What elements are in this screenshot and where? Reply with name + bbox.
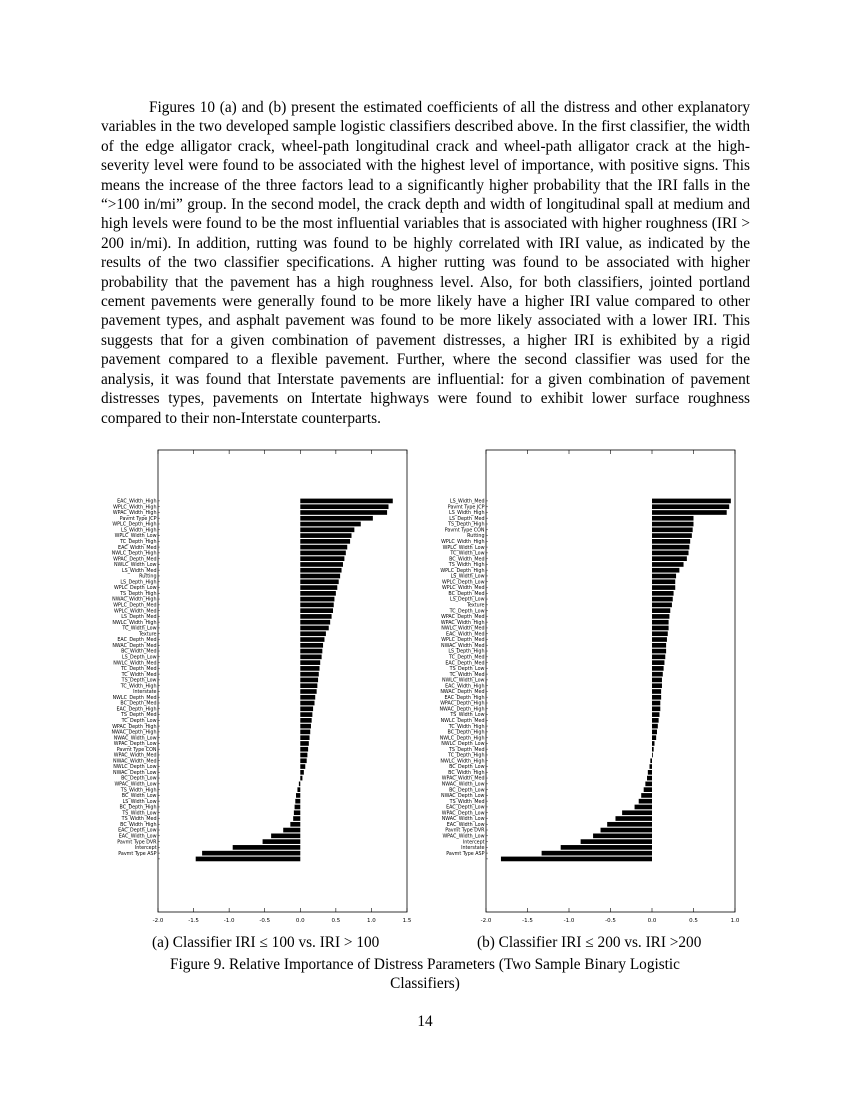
y-tick-label: WPLC_Width_Low: [442, 545, 485, 551]
y-tick-label: TC_Width_High: [120, 684, 157, 690]
y-tick-label: Pavmt Type JCP: [119, 516, 157, 522]
y-tick-label: Pavmt Type JCP: [447, 505, 485, 511]
bar: [652, 637, 667, 642]
y-tick-label: BC_Depth_Med: [448, 591, 485, 597]
y-tick-label: LS_Width_Med: [121, 568, 157, 574]
y-tick-label: EAC_Depth_High: [116, 707, 157, 713]
y-tick-label: BC_Depth_High: [447, 730, 485, 736]
bar: [652, 695, 661, 700]
y-tick-label: TC_Depth_Med: [120, 667, 157, 673]
bar: [652, 649, 666, 654]
bar: [652, 499, 731, 504]
y-tick-label: EAC_Width_High: [445, 684, 485, 690]
y-tick-label: EAC_Width_Med: [118, 545, 157, 551]
y-tick-label: NWLC_Depth_Low: [441, 742, 485, 748]
bar: [652, 551, 689, 556]
y-tick-label: TC_Depth_Low: [121, 719, 157, 725]
y-tick-label: TS_Depth_High: [120, 591, 157, 597]
x-tick-label: -1.5: [522, 918, 533, 924]
y-tick-label: BC_Width_High: [448, 770, 485, 776]
x-tick-label: -1.5: [188, 918, 199, 924]
y-tick-label: WPLC_Depth_Med: [441, 638, 485, 644]
y-tick-label: Intercept: [462, 840, 485, 846]
y-tick-label: WPAC_Width_Med: [113, 753, 157, 759]
bar: [652, 608, 670, 613]
bar: [196, 857, 301, 862]
bar: [300, 585, 337, 590]
y-tick-label: LS_Width_Med: [449, 499, 485, 505]
bar: [652, 556, 687, 561]
y-tick-label: WPLC_Depth_High: [112, 522, 157, 528]
y-tick-label: BC_Width_High: [120, 822, 157, 828]
bar: [652, 614, 669, 619]
bar: [601, 828, 652, 833]
y-tick-label: WPLC_Width_High: [113, 505, 157, 511]
bar: [652, 741, 654, 746]
bar: [300, 579, 338, 584]
y-tick-label: TS_Depth_Low: [121, 678, 157, 684]
y-tick-label: EAC_Depth_High: [444, 695, 485, 701]
bar: [300, 533, 351, 538]
bar: [650, 758, 652, 763]
y-tick-label: Rutting: [467, 534, 485, 540]
y-tick-label: Pavmt Type ASP: [118, 851, 157, 857]
y-tick-label: WPLC_Depth_Low: [113, 586, 157, 592]
bar: [300, 747, 308, 752]
bar: [300, 631, 326, 636]
bar: [652, 735, 656, 740]
y-tick-label: Intercept: [134, 846, 157, 852]
bar: [300, 753, 307, 758]
y-tick-label: LS_Width_Low: [122, 799, 157, 805]
bar: [300, 689, 316, 694]
x-tick-label: -0.5: [259, 918, 271, 924]
y-tick-label: WPLC_Width_Med: [441, 586, 485, 592]
bar: [300, 718, 311, 723]
y-tick-label: TC_Width_Med: [449, 672, 485, 678]
y-tick-label: LS_Depth_High: [448, 649, 485, 655]
bar: [300, 510, 387, 515]
y-tick-label: NWLC_Depth_Low: [113, 765, 157, 771]
y-tick-label: BC_Depth_Med: [120, 701, 157, 707]
y-tick-label: NWLC_Width_High: [112, 620, 157, 626]
y-tick-label: Rutting: [139, 574, 157, 580]
bar: [300, 556, 344, 561]
bar: [300, 741, 309, 746]
bar: [300, 499, 392, 504]
bar: [652, 579, 675, 584]
bar: [641, 793, 652, 798]
y-tick-label: NWAC_Depth_High: [439, 707, 485, 713]
x-tick-label: 0.0: [647, 918, 657, 924]
bar: [652, 585, 675, 590]
bar: [501, 857, 652, 862]
y-tick-label: EAC_Width_Low: [118, 834, 157, 840]
y-tick-label: TC_Depth_High: [120, 540, 157, 546]
y-tick-label: TC_Depth_High: [448, 753, 485, 759]
bar: [652, 522, 694, 527]
bar: [300, 527, 354, 532]
y-tick-label: NWAC_Width_High: [112, 597, 157, 603]
y-tick-label: TC_Width_Med: [121, 672, 157, 678]
bar: [300, 660, 320, 665]
bar: [300, 608, 333, 613]
x-tick-label: -1.0: [563, 918, 575, 924]
bar: [647, 776, 652, 781]
y-tick-label: LS_Depth_Med: [449, 516, 485, 522]
y-tick-label: WPLC_Width_Low: [114, 534, 157, 540]
bar: [300, 591, 336, 596]
bar: [271, 834, 300, 839]
bar: [652, 620, 669, 625]
subcaption-b: (b) Classifier IRI ≤ 200 vs. IRI >200: [477, 934, 702, 951]
bar: [300, 735, 309, 740]
y-tick-label: WPAC_Depth_High: [440, 701, 485, 707]
y-tick-label: NWAC_Width_Low: [113, 736, 157, 742]
y-tick-label: EAC_Depth_Med: [117, 638, 157, 644]
y-tick-label: WPAC_Width_Med: [441, 776, 485, 782]
bar: [300, 626, 328, 631]
y-tick-label: TS_Width_Med: [449, 799, 485, 805]
y-tick-label: Texture: [138, 632, 157, 638]
bar: [652, 643, 666, 648]
y-tick-label: WPAC_Depth_Low: [441, 811, 485, 817]
chart-a: [111, 446, 420, 926]
y-tick-label: BC_Depth_Low: [449, 788, 485, 794]
bar: [294, 810, 300, 815]
bar: [593, 834, 652, 839]
bar: [645, 782, 652, 787]
bar: [652, 712, 659, 717]
bar: [300, 522, 360, 527]
figure-caption: Figure 9. Relative Importance of Distress Parameters (Two Sample Binary Logistic Classifiers): [170, 956, 680, 992]
bar: [652, 706, 660, 711]
x-tick-label: -1.0: [223, 918, 235, 924]
y-tick-label: LS_Depth_Med: [121, 615, 157, 621]
bar: [652, 597, 673, 602]
bar: [300, 649, 322, 654]
x-tick-label: 0.0: [295, 918, 305, 924]
y-tick-label: NWLC_Width_Med: [113, 661, 157, 667]
bar: [300, 672, 318, 677]
y-tick-label: Texture: [466, 603, 485, 609]
y-tick-label: WPLC_Depth_High: [440, 568, 485, 574]
y-tick-label: NWAC_Depth_High: [111, 730, 157, 736]
bar: [293, 816, 300, 821]
x-tick-label: 1.0: [367, 918, 376, 924]
y-tick-label: WPLC_Depth_Med: [113, 603, 157, 609]
y-tick-label: TS_Width_Med: [121, 817, 157, 823]
y-tick-label: EAC_Depth_Low: [118, 828, 157, 834]
bar: [299, 782, 300, 787]
y-tick-label: LS_Width_High: [449, 511, 485, 517]
y-tick-label: NWLC_Width_High: [440, 759, 485, 765]
y-tick-label: TS_Width_High: [120, 788, 157, 794]
y-tick-label: WPAC_Depth_Med: [113, 557, 157, 563]
bar: [300, 712, 312, 717]
chart-b: [439, 446, 748, 926]
bar: [297, 787, 300, 792]
bar: [652, 666, 664, 671]
bar: [296, 793, 300, 798]
y-tick-label: NWAC_Depth_Low: [441, 794, 485, 800]
bar: [652, 562, 684, 567]
y-tick-label: TS_Depth_Med: [120, 713, 157, 719]
y-tick-label: WPAC_Width_Low: [442, 834, 485, 840]
y-tick-label: Interstate: [461, 846, 485, 852]
bar: [300, 683, 317, 688]
bar: [202, 851, 300, 856]
y-tick-label: LS_Depth_Low: [449, 597, 485, 603]
bar: [300, 597, 334, 602]
bar: [300, 551, 346, 556]
y-tick-label: TC_Width_Low: [450, 551, 485, 557]
y-tick-label: TS_Depth_High: [448, 522, 485, 528]
bar: [648, 770, 652, 775]
page-number: 14: [417, 1013, 433, 1030]
bar: [652, 631, 668, 636]
bar: [300, 695, 315, 700]
bar: [652, 655, 665, 660]
bar: [652, 753, 653, 758]
bar: [561, 845, 652, 850]
y-tick-label: TC_Width_Low: [122, 626, 157, 632]
y-tick-label: WPAC_Depth_Low: [113, 742, 157, 748]
y-tick-label: EAC_Width_Low: [446, 822, 485, 828]
bar: [300, 637, 324, 642]
x-tick-label: 0.5: [331, 918, 341, 924]
bar: [300, 678, 318, 683]
y-tick-label: BC_Depth_Low: [121, 776, 157, 782]
bar: [233, 845, 301, 850]
bar: [300, 643, 323, 648]
y-tick-label: EAC_Width_Med: [446, 632, 485, 638]
body-paragraph: [101, 98, 750, 428]
bar: [300, 568, 341, 573]
bar: [652, 672, 663, 677]
bar: [652, 724, 658, 729]
bar: [300, 770, 304, 775]
bar: [652, 568, 679, 573]
bar: [652, 527, 693, 532]
bar: [300, 701, 314, 706]
bar: [300, 539, 350, 544]
y-tick-label: NWLC_Width_Low: [113, 563, 157, 569]
y-tick-label: NWLC_Width_Med: [441, 626, 485, 632]
bar: [290, 822, 300, 827]
chart-b-svg: [439, 446, 748, 926]
y-tick-label: Pavmt Type ASP: [446, 851, 485, 857]
bar: [652, 533, 692, 538]
y-tick-label: LS_Width_Low: [450, 574, 485, 580]
y-tick-label: NWLC_Depth_High: [439, 736, 485, 742]
y-tick-label: EAC_Width_High: [117, 499, 157, 505]
bar: [300, 730, 310, 735]
y-tick-label: Pavmt Type DVR: [445, 828, 485, 834]
y-tick-label: NWLC_Width_Low: [441, 678, 485, 684]
bar: [652, 730, 657, 735]
bar: [581, 839, 652, 844]
y-tick-label: WPAC_Depth_Med: [441, 615, 485, 621]
bar: [639, 799, 652, 804]
x-tick-label: -2.0: [480, 918, 492, 924]
y-tick-label: WPAC_Width_High: [112, 511, 157, 517]
bar: [295, 799, 300, 804]
y-tick-label: NWLC_Depth_Med: [112, 695, 157, 701]
bar: [652, 504, 729, 509]
y-tick-label: Pavmt Type CON: [444, 528, 485, 534]
x-tick-label: 0.5: [689, 918, 698, 924]
y-tick-label: LS_Depth_Low: [121, 655, 157, 661]
bar: [263, 839, 301, 844]
y-tick-label: BC_Depth_High: [119, 805, 157, 811]
body-paragraph-text: Figures 10 (a) and (b) present the estimated coefficients of all the distress and other explanatory variables in the two developed sample logistic classifiers described above. In the first classifier, the width of the edge alligator crack, wheel-path longitudinal crack and wheel-path alligator crack at the high-severity level were found to be associated with the highest level of importance, with positive signs. This means the increase of the three factors lead to a significantly higher probability that the IRI falls in the “>100 in/mi” group. In the second model, the crack depth and width of longitudinal spall at medium and high levels were found to be the most influential variables that is associated with higher roughness (IRI > 200 in/mi). In addition, rutting was found to be highly correlated with IRI value, as indicated by the results of the two classifier specifications. A higher rutting was found to be associated with higher probability that the pavement has a high roughness level. Also, for both classifiers, jointed portland cement pavements were generally found to be more likely have a higher IRI value compared to other pavement types, and asphalt pavement was found to be more likely associated with a lower IRI. This suggests that for a given combination of pavement distresses, a higher IRI is exhibited by a rigid pavement compared to a flexible pavement. Further, where the second classifier was used for the analysis, it was found that Interstate pavements are influential: for a given combination of pavement distresses types, pavements on Intertate highways were found to exhibit lower surface roughness compared to their non-Interstate counterparts.: [101, 99, 750, 427]
y-tick-label: NWAC_Width_Med: [113, 759, 157, 765]
y-tick-label: NWAC_Depth_Med: [440, 690, 485, 696]
bar: [300, 562, 343, 567]
y-tick-label: WPLC_Depth_Low: [441, 580, 485, 586]
y-tick-label: WPAC_Width_High: [440, 620, 485, 626]
y-tick-label: WPLC_Width_High: [441, 540, 485, 546]
bar: [300, 758, 306, 763]
y-tick-label: WPLC_Width_Med: [113, 609, 157, 615]
y-tick-label: BC_Width_Low: [121, 794, 157, 800]
y-tick-label: WPAC_Width_Low: [114, 782, 157, 788]
y-tick-label: TS_Width_High: [448, 563, 485, 569]
y-tick-label: Pavmt Type CON: [116, 747, 157, 753]
bar: [652, 701, 660, 706]
bar: [652, 660, 664, 665]
y-tick-label: BC_Depth_Low: [449, 765, 485, 771]
bar: [652, 545, 689, 550]
bar: [300, 655, 321, 660]
y-tick-label: TS_Depth_Med: [448, 747, 485, 753]
chart-a-svg: [111, 446, 420, 926]
bar: [622, 810, 652, 815]
y-tick-label: BC_Width_Med: [121, 649, 157, 655]
bar: [652, 689, 661, 694]
y-tick-label: NWLC_Depth_Med: [440, 719, 485, 725]
y-tick-label: TC_Depth_Med: [448, 655, 485, 661]
y-tick-label: NWLC_Depth_High: [111, 551, 157, 557]
bar: [652, 574, 676, 579]
x-tick-label: 1.0: [730, 918, 740, 924]
y-tick-label: TS_Depth_Low: [449, 667, 485, 673]
bar: [650, 764, 652, 769]
y-tick-label: TC_Width_High: [448, 724, 485, 730]
y-tick-label: TC_Depth_Low: [449, 609, 485, 615]
bar: [300, 706, 313, 711]
bar: [300, 614, 331, 619]
y-tick-label: NWAC_Width_Low: [441, 817, 485, 823]
bar: [652, 626, 669, 631]
bar: [652, 516, 694, 521]
x-tick-label: 1.5: [402, 918, 412, 924]
bar: [607, 822, 652, 827]
bar: [542, 851, 652, 856]
bar: [295, 805, 301, 810]
bar: [652, 718, 659, 723]
y-tick-label: WPAC_Depth_High: [112, 724, 157, 730]
bar: [615, 816, 652, 821]
bar: [652, 747, 654, 752]
bar: [283, 828, 300, 833]
bar: [300, 504, 388, 509]
y-tick-label: Interstate: [133, 690, 157, 696]
y-tick-label: NWAC_Width_Med: [441, 643, 485, 649]
bar: [300, 776, 302, 781]
bar: [300, 666, 319, 671]
bar: [652, 539, 690, 544]
y-tick-label: TS_Width_Low: [122, 811, 157, 817]
bar: [652, 603, 672, 608]
bar: [300, 724, 311, 729]
bar: [635, 805, 652, 810]
bar: [652, 510, 727, 515]
y-tick-label: TS_Width_Low: [450, 713, 485, 719]
y-tick-label: EAC_Depth_Med: [445, 661, 485, 667]
bar: [652, 591, 674, 596]
y-tick-label: NWAC_Depth_Med: [112, 643, 157, 649]
bar: [300, 545, 347, 550]
x-tick-label: -2.0: [152, 918, 164, 924]
bar: [652, 683, 662, 688]
y-tick-label: LS_Width_High: [121, 528, 157, 534]
bar: [300, 764, 305, 769]
bar: [300, 516, 373, 521]
bar: [300, 620, 330, 625]
y-tick-label: NWAC_Depth_Low: [113, 770, 157, 776]
y-tick-label: LS_Depth_High: [120, 580, 157, 586]
x-tick-label: -0.5: [605, 918, 616, 924]
bar: [300, 603, 333, 608]
bar: [652, 678, 662, 683]
bar: [300, 574, 340, 579]
y-tick-label: Pavmt Type DVR: [117, 840, 157, 846]
bar: [644, 787, 652, 792]
subcaption-a: (a) Classifier IRI ≤ 100 vs. IRI > 100: [152, 934, 380, 951]
y-tick-label: EAC_Depth_Low: [446, 805, 485, 811]
y-tick-label: BC_Width_Med: [449, 557, 485, 563]
y-tick-label: NWAC_Width_Low: [441, 782, 485, 788]
